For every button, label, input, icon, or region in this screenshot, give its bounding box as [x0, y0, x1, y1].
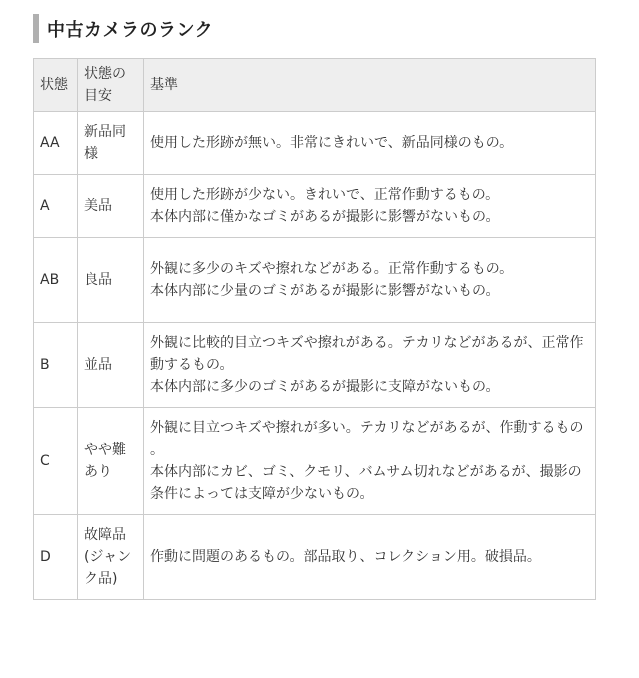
criteria-line: 外観に比較的目立つキズや擦れがある。テカリなどがあるが、正常作動するもの。: [150, 335, 584, 373]
guide-cell: 新品同様: [78, 112, 144, 175]
table-header-row: [34, 59, 596, 112]
rank-cell: AB: [34, 238, 78, 323]
criteria-line: 使用した形跡が少ない。きれいで、正常作動するもの。: [150, 187, 500, 203]
table-row: [34, 408, 596, 515]
table-row: [34, 238, 596, 323]
criteria-line: 外観に目立つキズや擦れが多い。テカリなどがあるが、作動するもの 。: [150, 420, 584, 458]
criteria-line: 使用した形跡が無い。非常にきれいで、新品同様のもの。: [150, 135, 514, 151]
guide-cell: やや難あり: [78, 408, 144, 515]
rank-cell: B: [34, 323, 78, 408]
criteria-cell: [144, 515, 596, 600]
guide-cell: 並品: [78, 323, 144, 408]
table-row: [34, 515, 596, 600]
rank-cell: AA: [34, 112, 78, 175]
table-row: [34, 175, 596, 238]
criteria-cell: [144, 408, 596, 515]
criteria-line: 本体内部に多少のゴミがあるが撮影に支障がないもの。: [150, 379, 500, 395]
guide-cell: 故障品(ジャンク品): [78, 515, 144, 600]
table-row: [34, 112, 596, 175]
criteria-line: 外観に多少のキズや擦れなどがある。正常作動するもの。: [150, 261, 514, 277]
header-guide: 状態の目安: [78, 59, 144, 112]
rank-cell: D: [34, 515, 78, 600]
criteria-cell: [144, 112, 596, 175]
criteria-cell: [144, 238, 596, 323]
guide-cell: 良品: [78, 238, 144, 323]
table-row: [34, 323, 596, 408]
camera-rank-table: [33, 58, 596, 600]
criteria-line: 本体内部にカビ、ゴミ、クモリ、バムサム切れなどがあるが、撮影の条件によっては支障が少ないもの。: [150, 464, 582, 502]
header-criteria: 基準: [144, 59, 596, 112]
guide-cell: 美品: [78, 175, 144, 238]
rank-cell: A: [34, 175, 78, 238]
criteria-cell: [144, 323, 596, 408]
section-heading-text: 中古カメラのランク: [47, 19, 214, 41]
criteria-line: 本体内部に僅かなゴミがあるが撮影に影響がないもの。: [150, 209, 500, 225]
criteria-line: 作動に問題のあるもの。部品取り、コレクション用。破損品。: [150, 549, 541, 565]
criteria-cell: [144, 175, 596, 238]
criteria-line: 本体内部に少量のゴミがあるが撮影に影響がないもの。: [150, 283, 500, 299]
header-state: 状態: [34, 59, 78, 112]
section-heading: [33, 14, 213, 43]
rank-cell: C: [34, 408, 78, 515]
